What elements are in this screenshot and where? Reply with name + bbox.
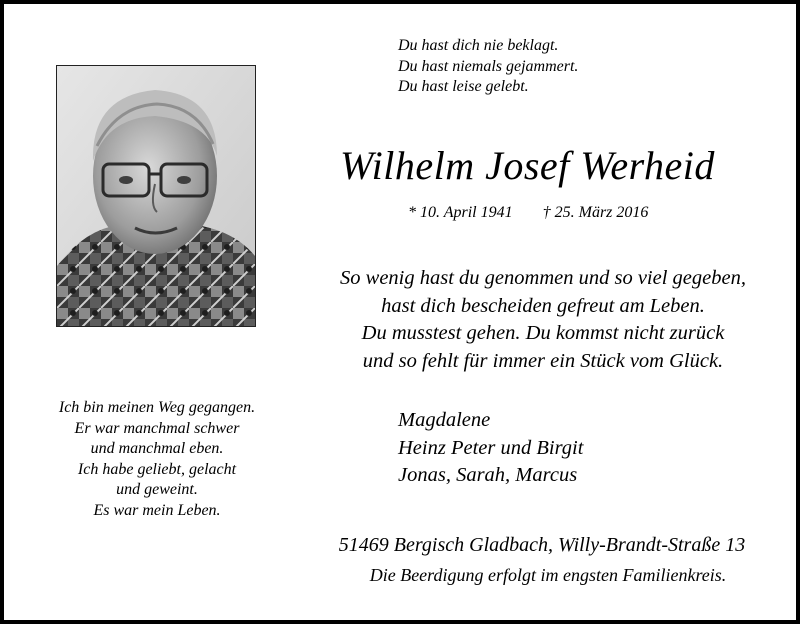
birth-date: * 10. April 1941	[408, 204, 513, 221]
poem-line: und geweint.	[116, 481, 198, 498]
life-dates	[408, 203, 648, 223]
top-quote-line: Du hast leise gelebt.	[398, 78, 529, 95]
family-address: 51469 Bergisch Gladbach, Willy-Brandt-Straße 13	[338, 534, 746, 556]
verse-line: So wenig hast du genommen und so viel gegeben,	[340, 267, 746, 289]
verse-line: hast dich bescheiden gefreut am Leben.	[381, 294, 705, 317]
poem-line: Es war mein Leben.	[93, 501, 221, 519]
portrait-photo	[56, 65, 256, 327]
top-quote	[398, 36, 578, 98]
family-member: Heinz Peter und Birgit	[398, 436, 584, 459]
poem-line: und manchmal eben.	[90, 440, 224, 457]
life-poem	[26, 398, 288, 521]
memorial-verse	[300, 265, 786, 375]
poem-line: Er war manchmal schwer	[74, 419, 240, 437]
family-member: Jonas, Sarah, Marcus	[398, 464, 578, 486]
portrait-image	[57, 66, 255, 326]
family-member: Magdalene	[398, 409, 491, 431]
verse-line: und so fehlt für immer ein Stück vom Glück.	[362, 349, 724, 372]
deceased-name: Wilhelm Josef Werheid	[340, 143, 715, 188]
verse-line: Du musstest gehen. Du kommst nicht zurück	[361, 322, 725, 344]
funeral-note: Die Beerdigung erfolgt im engsten Familienkreis.	[369, 565, 727, 585]
top-quote-line: Du hast dich nie beklagt.	[398, 37, 559, 54]
poem-line: Ich habe geliebt, gelacht	[77, 460, 237, 478]
family-signatures	[398, 407, 583, 490]
death-date: † 25. März 2016	[542, 204, 649, 221]
poem-line: Ich bin meinen Weg gegangen.	[58, 399, 256, 416]
top-quote-line: Du hast niemals gejammert.	[398, 57, 579, 75]
